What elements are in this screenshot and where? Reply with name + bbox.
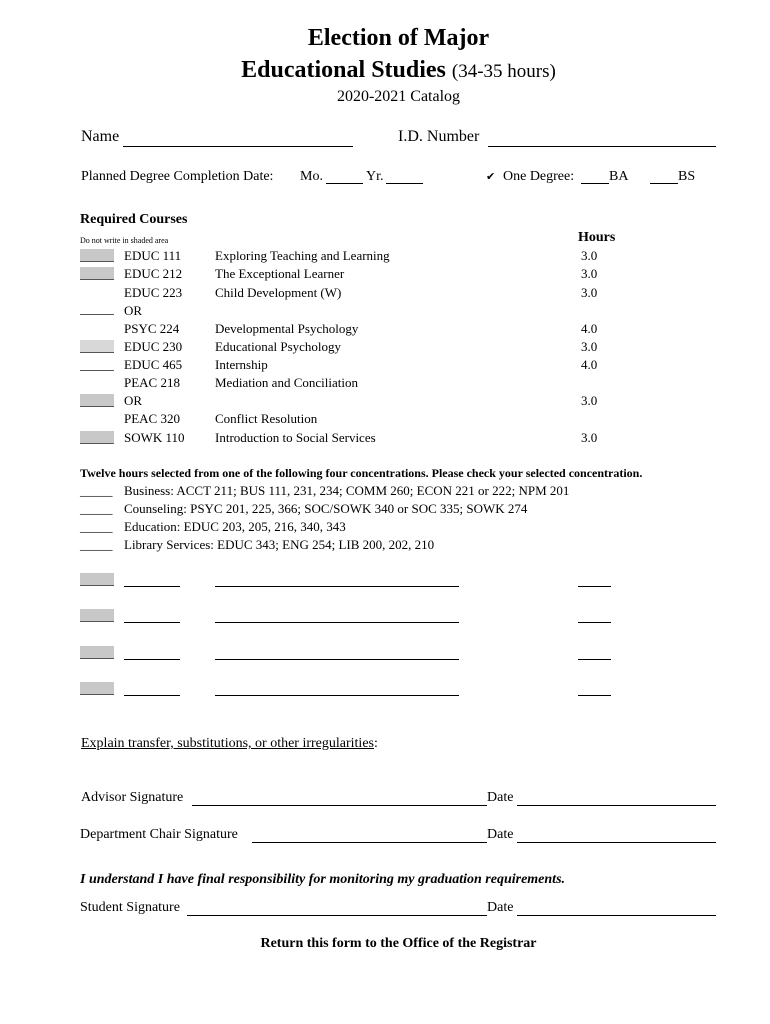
responsibility-statement: I understand I have final responsibility for monitoring my graduation requirements. <box>80 872 566 887</box>
shaded-box-blank[interactable] <box>80 358 114 371</box>
course-code: PSYC 224 <box>124 321 180 336</box>
concentration-checkbox[interactable]: _____ <box>80 519 113 534</box>
shaded-box <box>80 340 114 353</box>
course-hours: 4.0 <box>581 357 598 372</box>
student-date-field[interactable] <box>517 915 716 916</box>
explain-text: Explain transfer, substitutions, or other irregularities <box>81 736 374 751</box>
form-title <box>0 25 770 52</box>
course-code: OR <box>124 393 143 408</box>
explain-colon: : <box>373 736 378 751</box>
title-line-1: Election of Major <box>307 25 490 51</box>
course-hours: 3.0 <box>581 248 598 263</box>
course-code: EDUC 465 <box>124 357 183 372</box>
name-field[interactable] <box>123 146 353 147</box>
chair-date-field[interactable] <box>517 842 716 843</box>
shaded-box <box>80 573 114 586</box>
shaded-box <box>80 249 114 262</box>
course-title: The Exceptional Learner <box>215 266 345 281</box>
course-title: Introduction to Social Services <box>215 430 376 445</box>
elective-hours-field[interactable] <box>578 659 611 660</box>
chair-signature-field[interactable] <box>252 842 487 843</box>
form-subtitle <box>0 57 770 84</box>
bs-checkbox[interactable] <box>650 183 678 184</box>
advisor-signature-label: Advisor Signature <box>81 790 184 805</box>
course-code: EDUC 111 <box>124 248 182 263</box>
advisor-date-label: Date <box>487 790 514 805</box>
course-title: Internship <box>215 357 268 372</box>
one-degree-label: One Degree: <box>503 169 575 184</box>
shaded-box <box>80 682 114 695</box>
advisor-date-field[interactable] <box>517 805 716 806</box>
completion-date-label: Planned Degree Completion Date: <box>81 169 274 184</box>
month-field[interactable] <box>326 183 363 184</box>
course-title: Conflict Resolution <box>215 411 318 426</box>
course-hours: 3.0 <box>581 430 598 445</box>
elective-title-field[interactable] <box>215 695 459 696</box>
course-code: PEAC 320 <box>124 411 180 426</box>
course-code: EDUC 230 <box>124 339 183 354</box>
course-hours: 3.0 <box>581 393 598 408</box>
student-date-label: Date <box>487 900 514 915</box>
concentrations-heading: Twelve hours selected from one of the following four concentrations. Please check your selected concentration. <box>80 466 643 480</box>
ba-checkbox[interactable] <box>581 183 609 184</box>
name-label: Name <box>81 128 120 145</box>
shaded-box <box>80 431 114 444</box>
hours-heading: Hours <box>578 230 616 245</box>
course-hours: 3.0 <box>581 285 598 300</box>
elective-title-field[interactable] <box>215 622 459 623</box>
concentration-business: Business: ACCT 211; BUS 111, 231, 234; COMM 260; ECON 221 or 222; NPM 201 <box>124 483 570 498</box>
bs-label: BS <box>678 169 696 184</box>
concentration-checkbox[interactable]: _____ <box>80 483 113 498</box>
major-name: Educational Studies <box>241 57 446 83</box>
course-code: EDUC 223 <box>124 285 183 300</box>
shaded-box <box>80 609 114 622</box>
course-code: SOWK 110 <box>124 430 185 445</box>
return-instructions: Return this form to the Office of the Registrar <box>260 936 537 951</box>
course-title: Child Development (W) <box>215 285 342 300</box>
course-hours: 3.0 <box>581 339 598 354</box>
course-code: OR <box>124 303 143 318</box>
chair-date-label: Date <box>487 827 514 842</box>
shaded-box-blank[interactable] <box>80 302 114 315</box>
elective-hours-field[interactable] <box>578 586 611 587</box>
chair-signature-label: Department Chair Signature <box>80 827 238 842</box>
student-signature-field[interactable] <box>187 915 487 916</box>
year-label: Yr. <box>366 169 384 184</box>
course-code: EDUC 212 <box>124 266 183 281</box>
elective-hours-field[interactable] <box>578 695 611 696</box>
elective-title-field[interactable] <box>215 659 459 660</box>
course-title: Developmental Psychology <box>215 321 359 336</box>
month-label: Mo. <box>300 169 323 184</box>
required-courses-heading: Required Courses <box>80 212 188 227</box>
concentration-checkbox[interactable]: _____ <box>80 537 113 552</box>
checkmark-icon: ✔ <box>486 170 496 183</box>
course-hours: 4.0 <box>581 321 598 336</box>
concentration-library: Library Services: EDUC 343; ENG 254; LIB 200, 202, 210 <box>124 537 435 552</box>
elective-hours-field[interactable] <box>578 622 611 623</box>
id-number-field[interactable] <box>488 146 716 147</box>
student-signature-label: Student Signature <box>80 900 180 915</box>
course-title: Exploring Teaching and Learning <box>215 248 390 263</box>
shaded-box <box>80 394 114 407</box>
course-code: PEAC 218 <box>124 375 180 390</box>
catalog-year: 2020-2021 Catalog <box>336 88 461 105</box>
hours-note: (34-35 hours) <box>451 61 556 82</box>
elective-code-field[interactable] <box>124 586 180 587</box>
shaded-box <box>80 646 114 659</box>
course-title: Educational Psychology <box>215 339 342 354</box>
ba-label: BA <box>609 169 629 184</box>
course-hours: 3.0 <box>581 266 598 281</box>
concentration-checkbox[interactable]: _____ <box>80 501 113 516</box>
year-field[interactable] <box>386 183 423 184</box>
concentration-education: Education: EDUC 203, 205, 216, 340, 343 <box>124 519 346 534</box>
shaded-area-note: Do not write in shaded area <box>80 236 169 245</box>
explain-label <box>81 736 378 752</box>
course-title: Mediation and Conciliation <box>215 375 358 390</box>
elective-code-field[interactable] <box>124 659 180 660</box>
elective-code-field[interactable] <box>124 622 180 623</box>
elective-title-field[interactable] <box>215 586 459 587</box>
concentration-counseling: Counseling: PSYC 201, 225, 366; SOC/SOWK 340 or SOC 335; SOWK 274 <box>124 501 528 516</box>
id-number-label: I.D. Number <box>398 128 480 145</box>
advisor-signature-field[interactable] <box>192 805 487 806</box>
elective-code-field[interactable] <box>124 695 180 696</box>
shaded-box <box>80 267 114 280</box>
